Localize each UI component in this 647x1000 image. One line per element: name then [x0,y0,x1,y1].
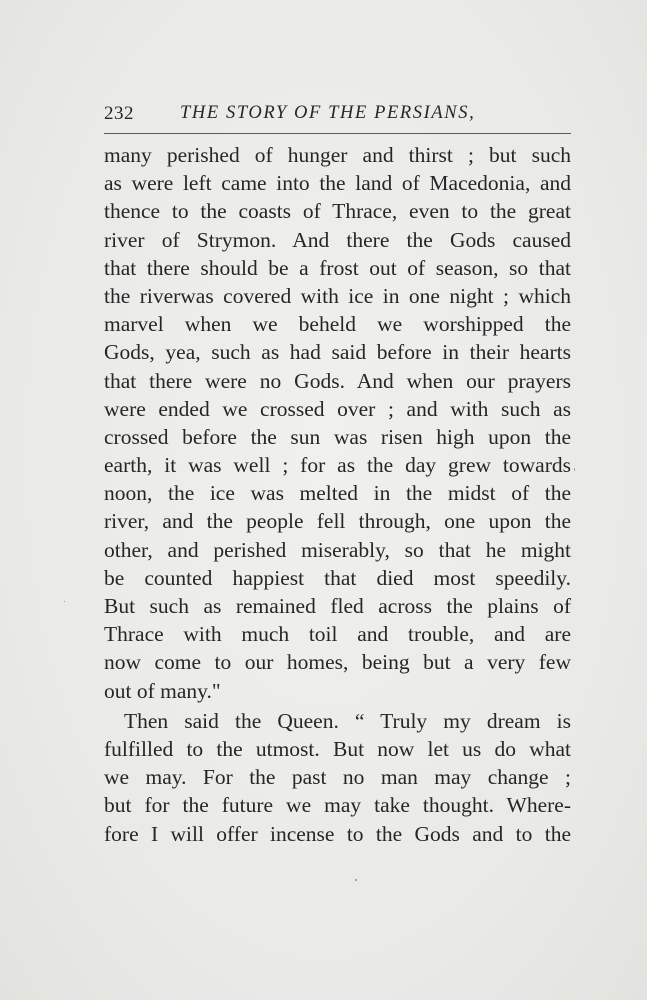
text-line: many perished of hunger and thirst ; but such [104,143,571,167]
text-line: river, and the people fell through, one upon the [104,509,571,534]
text-line: fulfilled to the utmost. But now let us do what [104,736,571,761]
paragraph-1 [104,141,571,705]
text-line: but for the future we may take thought. Where- [104,793,571,818]
text-line: noon, the ice was melted in the midst of the [104,481,571,506]
paper-speck [64,601,65,602]
running-title: THE STORY OF THE PERSIANS, [180,103,476,123]
text-line: crossed before the sun was risen high upon the [104,424,571,449]
text-line: thence to the coasts of Thrace, even to the great [104,199,571,224]
text-line: now come to our homes, being but a very few [104,650,571,675]
paper-speck [355,879,357,881]
header-rule [104,133,571,134]
text-line: river of Strymon. And there the Gods caused [104,227,571,252]
text-line: that there should be a frost out of season, so that [104,255,571,280]
page-number: 232 [104,103,134,124]
text-line: the riverwas covered with ice in one night ; which [104,283,571,308]
text-line: Gods, yea, such as had said before in their hearts [104,340,571,365]
text-line: as were left came into the land of Macedonia, and [104,171,571,196]
running-head [104,103,571,131]
body-text [104,141,571,848]
text-line: we may. For the past no man may change ; [104,765,571,790]
text-line: be counted happiest that died most speedily. [104,565,571,590]
text-line: were ended we crossed over ; and with such as [104,396,571,421]
text-line: fore I will offer incense to the Gods and to the [104,821,571,846]
text-line: But such as remained fled across the plains of [104,594,571,618]
paragraph-2 [104,707,571,848]
text-line: marvel when we beheld we worshipped the [104,312,571,337]
text-line: Thrace with much toil and trouble, and are [104,622,571,647]
text-line: other, and perished miserably, so that he might [104,537,571,562]
text-line: that there were no Gods. And when our prayers [104,368,571,393]
paper-speck [574,468,575,471]
text-line: earth, it was well ; for as the day grew towards [104,453,571,478]
text-line: out of many." [104,678,221,703]
text-line: Then said the Queen. “ Truly my dream is [124,708,571,733]
